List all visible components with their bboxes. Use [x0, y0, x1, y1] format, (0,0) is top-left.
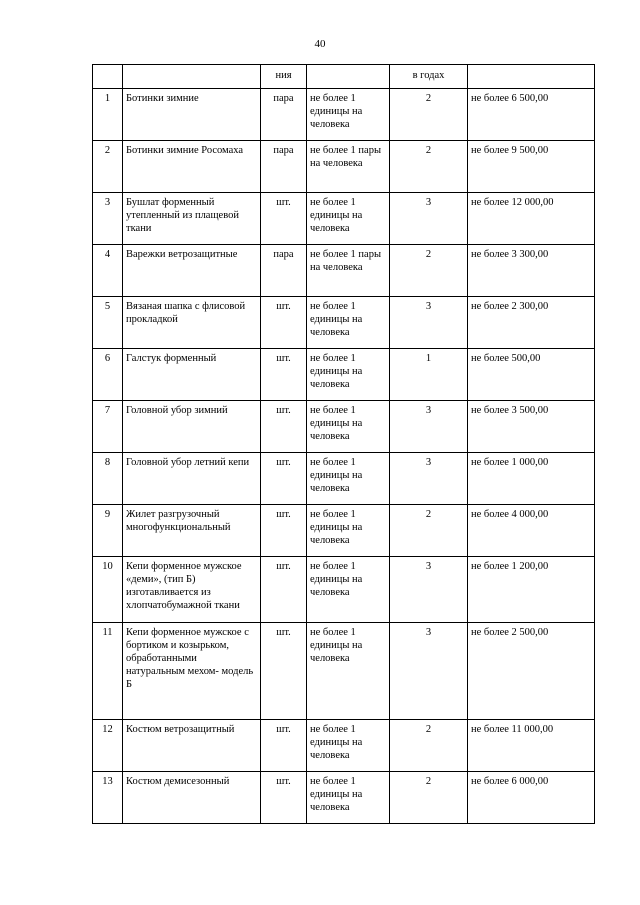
wear-period: 1: [390, 349, 468, 401]
item-name: Головной убор летний кепи: [123, 453, 261, 505]
quantity-norm: не более 1 единицы на человека: [307, 772, 390, 824]
wear-period: 3: [390, 623, 468, 720]
wear-period: 3: [390, 297, 468, 349]
wear-period: 2: [390, 141, 468, 193]
header-cell: [468, 65, 595, 89]
table-row: [93, 141, 595, 193]
unit-of-measure: шт.: [261, 193, 307, 245]
row-number: 11: [93, 623, 123, 720]
items-table: [92, 64, 595, 824]
price-limit: не более 3 500,00: [468, 401, 595, 453]
item-name: Костюм ветрозащитный: [123, 720, 261, 772]
item-name: Варежки ветрозащитные: [123, 245, 261, 297]
quantity-norm: не более 1 единицы на человека: [307, 193, 390, 245]
quantity-norm: не более 1 единицы на человека: [307, 89, 390, 141]
header-cell: [93, 65, 123, 89]
quantity-norm: не более 1 единицы на человека: [307, 453, 390, 505]
row-number: 7: [93, 401, 123, 453]
header-cell: ния: [261, 65, 307, 89]
quantity-norm: не более 1 единицы на человека: [307, 505, 390, 557]
table-row: [93, 453, 595, 505]
quantity-norm: не более 1 единицы на человека: [307, 623, 390, 720]
item-name: Жилет разгрузочный многофункциональный: [123, 505, 261, 557]
table-row: [93, 89, 595, 141]
row-number: 6: [93, 349, 123, 401]
quantity-norm: не более 1 единицы на человека: [307, 720, 390, 772]
unit-of-measure: шт.: [261, 720, 307, 772]
item-name: Галстук форменный: [123, 349, 261, 401]
wear-period: 2: [390, 720, 468, 772]
table-row: [93, 623, 595, 720]
item-name: Головной убор зимний: [123, 401, 261, 453]
price-limit: не более 2 500,00: [468, 623, 595, 720]
row-number: 2: [93, 141, 123, 193]
wear-period: 3: [390, 401, 468, 453]
price-limit: не более 2 300,00: [468, 297, 595, 349]
item-name: Ботинки зимние: [123, 89, 261, 141]
row-number: 3: [93, 193, 123, 245]
table-row: [93, 193, 595, 245]
price-limit: не более 1 200,00: [468, 557, 595, 623]
unit-of-measure: пара: [261, 89, 307, 141]
price-limit: не более 12 000,00: [468, 193, 595, 245]
unit-of-measure: шт.: [261, 401, 307, 453]
row-number: 8: [93, 453, 123, 505]
unit-of-measure: пара: [261, 245, 307, 297]
quantity-norm: не более 1 единицы на человека: [307, 557, 390, 623]
unit-of-measure: шт.: [261, 453, 307, 505]
price-limit: не более 4 000,00: [468, 505, 595, 557]
quantity-norm: не более 1 пары на человека: [307, 245, 390, 297]
header-cell: [123, 65, 261, 89]
header-cell: [307, 65, 390, 89]
item-name: Кепи форменное мужское «деми», (тип Б) изготавливается из хлопчатобумажной ткани: [123, 557, 261, 623]
price-limit: не более 3 300,00: [468, 245, 595, 297]
unit-of-measure: пара: [261, 141, 307, 193]
table-row: [93, 401, 595, 453]
item-name: Кепи форменное мужское с бортиком и козырьком, обработанными натуральным мехом- модель Б: [123, 623, 261, 720]
quantity-norm: не более 1 пары на человека: [307, 141, 390, 193]
row-number: 13: [93, 772, 123, 824]
item-name: Костюм демисезонный: [123, 772, 261, 824]
unit-of-measure: шт.: [261, 297, 307, 349]
unit-of-measure: шт.: [261, 557, 307, 623]
row-number: 9: [93, 505, 123, 557]
price-limit: не более 6 500,00: [468, 89, 595, 141]
item-name: Ботинки зимние Росомаха: [123, 141, 261, 193]
row-number: 5: [93, 297, 123, 349]
unit-of-measure: шт.: [261, 623, 307, 720]
wear-period: 2: [390, 245, 468, 297]
table-row: [93, 297, 595, 349]
item-name: Бушлат форменный утепленный из плащевой ткани: [123, 193, 261, 245]
price-limit: не более 6 000,00: [468, 772, 595, 824]
unit-of-measure: шт.: [261, 772, 307, 824]
row-number: 4: [93, 245, 123, 297]
item-name: Вязаная шапка с флисовой прокладкой: [123, 297, 261, 349]
wear-period: 3: [390, 453, 468, 505]
unit-of-measure: шт.: [261, 349, 307, 401]
table-row: [93, 720, 595, 772]
row-number: 10: [93, 557, 123, 623]
price-limit: не более 11 000,00: [468, 720, 595, 772]
table-row: [93, 505, 595, 557]
page-number: 40: [314, 38, 326, 50]
price-limit: не более 1 000,00: [468, 453, 595, 505]
wear-period: 2: [390, 772, 468, 824]
row-number: 1: [93, 89, 123, 141]
price-limit: не более 9 500,00: [468, 141, 595, 193]
quantity-norm: не более 1 единицы на человека: [307, 297, 390, 349]
quantity-norm: не более 1 единицы на человека: [307, 401, 390, 453]
table-row: [93, 245, 595, 297]
wear-period: 3: [390, 193, 468, 245]
table-header-row: [93, 65, 595, 89]
table-row: [93, 772, 595, 824]
price-limit: не более 500,00: [468, 349, 595, 401]
table-row: [93, 557, 595, 623]
wear-period: 2: [390, 505, 468, 557]
wear-period: 2: [390, 89, 468, 141]
quantity-norm: не более 1 единицы на человека: [307, 349, 390, 401]
unit-of-measure: шт.: [261, 505, 307, 557]
row-number: 12: [93, 720, 123, 772]
wear-period: 3: [390, 557, 468, 623]
header-cell: в годах: [390, 65, 468, 89]
table-row: [93, 349, 595, 401]
